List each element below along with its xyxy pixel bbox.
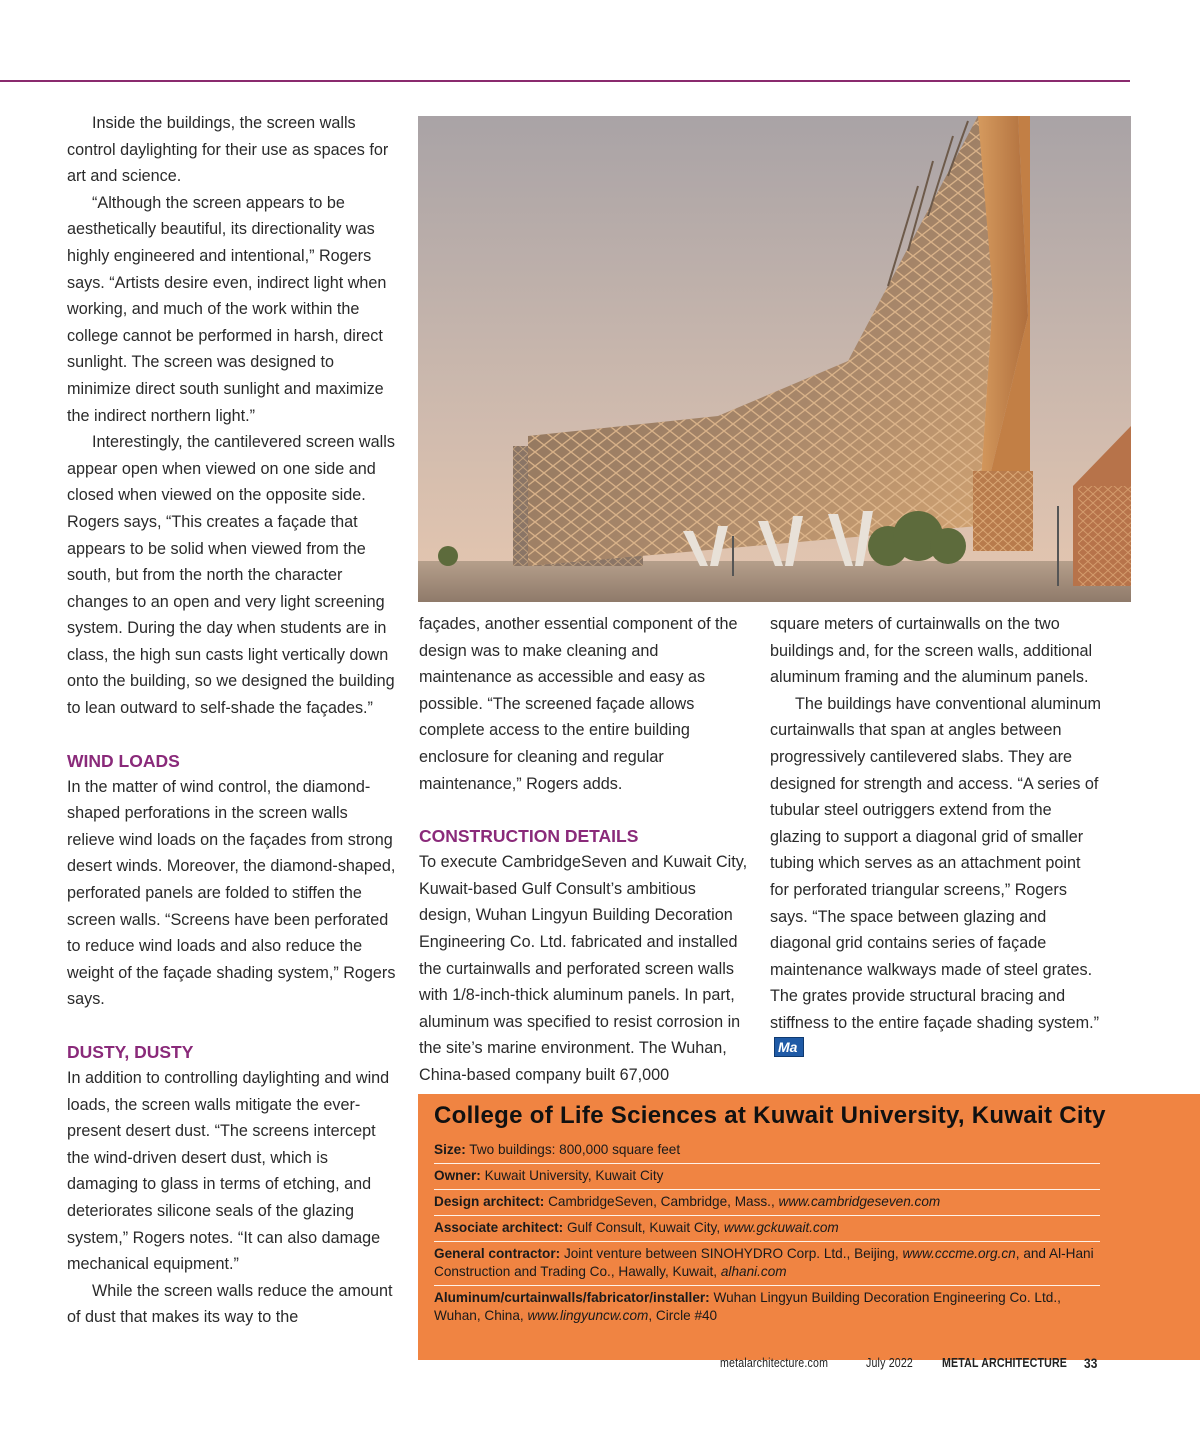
gc-url-1[interactable]: www.cccme.org.cn [902,1246,1016,1261]
info-row-fabricator: Aluminum/curtainwalls/fabricator/installer: Wuhan Lingyun Building Decoration Engineering Co. Ltd., Wuhan, China, www.lingyuncw.com, Circle #40 [434,1290,1061,1323]
info-row-general-contractor: General contractor: Joint venture between SINOHYDRO Corp. Ltd., Beijing, www.cccme.org.cn, and Al-Hani Construction and Trading Co., Hawally, Kuwait, alhani.com [434,1242,1100,1286]
paragraph: In the matter of wind control, the diamond-shaped perforations in the screen walls relieve wind loads on the façades from strong desert winds. Moreover, the diamond-shaped, perforated panels are folded to stiffen the screen walls. “Screens have been perforated to reduce wind loads and also reduce the weight of the façade shading system,” Rogers says. [67,777,396,1009]
footer-site: metalarchitecture.com [720,1356,829,1370]
paragraph-text: The buildings have conventional aluminum curtainwalls that span at angles between progressively cantilevered slabs. They are designed for strength and access. “A series of tubular steel outriggers extend from the glazing to support a diagonal grid of smaller tubing which serves as an attachment point for perforated triangular screens,” Rogers says. “The space between glazing and diagonal grid contains series of façade maintenance walkways made of steel grates. The grates provide structural bracing and stiffness to the entire façade shading system.” [770,694,1101,1032]
article-column-2 [419,611,751,1089]
gc-url-2[interactable]: alhani.com [720,1264,787,1279]
paragraph: To execute CambridgeSeven and Kuwait City, Kuwait-based Gulf Consult’s ambitious design, Wuhan Lingyun Building Decoration Engineering Co. Ltd. fabricated and installed the curtainwalls and perforated screen walls with 1/8-inch-thick aluminum panels. In part, aluminum was specified to resist corrosion in the site’s marine environment. The Wuhan, China-based company built 67,000 [419,853,748,1084]
footer-magazine: METAL ARCHITECTURE [942,1356,1068,1370]
paragraph: While the screen walls reduce the amount of dust that makes its way to the [67,1281,393,1327]
building-photo [418,116,1131,602]
fabricator-url[interactable]: www.lingyuncw.com [527,1308,649,1323]
section-heading-wind-loads: WIND LOADS [67,750,180,771]
building-photo-illustration [418,116,1131,602]
paragraph: façades, another essential component of the design was to make cleaning and maintenance as accessible and easy as possible. “The screened façade allows complete access to the entire building enclosure for cleaning and regular maintenance,” Rogers adds. [419,615,738,793]
paragraph: “Although the screen appears to be aesthetically beautiful, its directionality was highly engineered and intentional,” Rogers says. “Artists desire even, indirect light when working, and much of the work within the college cannot be performed in harsh, direct sunlight. The screen was designed to minimize direct south sunlight and maximize the indirect northern light.” [67,193,387,425]
info-row-size: Size: Two buildings: 800,000 square feet [434,1138,1100,1164]
info-row-owner: Owner: Kuwait University, Kuwait City [434,1164,1100,1190]
info-row-design-architect: Design architect: CambridgeSeven, Cambridge, Mass., www.cambridgeseven.com [434,1190,1100,1216]
paragraph [770,691,1102,1063]
footer-date: July 2022 [866,1356,914,1370]
info-box-title: College of Life Sciences at Kuwait University, Kuwait City [434,1102,1106,1129]
assoc-url[interactable]: www.gckuwait.com [723,1220,839,1235]
section-heading-dusty: DUSTY, DUSTY [67,1042,194,1062]
section-heading-construction: CONSTRUCTION DETAILS [419,826,639,847]
paragraph: Inside the buildings, the screen walls control daylighting for their use as spaces for art and science. [67,114,389,186]
info-row-associate-architect: Associate architect: Gulf Consult, Kuwait City, www.gckuwait.com [434,1216,1100,1242]
end-mark-logo: Ma [774,1037,804,1057]
paragraph: Interestingly, the cantilevered screen walls appear open when viewed on one side and closed when viewed on the opposite side. Rogers says, “This creates a façade that appears to be solid when viewed from the south, but from the north the character changes to an open and very light screening system. During the day when students are in class, the high sun casts light vertically down onto the building, so we designed the building to lean outward to self-shade the façades.” [67,433,395,718]
paragraph: square meters of curtainwalls on the two buildings and, for the screen walls, additional aluminum framing and the aluminum panels. [770,615,1093,687]
design-url[interactable]: www.cambridgeseven.com [778,1194,941,1209]
article-column-1 [67,110,399,1331]
article-column-3 [770,611,1102,1063]
header-rule [0,80,1130,82]
paragraph: In addition to controlling daylighting and wind loads, the screen walls mitigate the ever-present desert dust. “The screens intercept the wind-driven desert dust, which is damaging to glass in terms of etching, and deteriorates silicone seals of the glazing system,” Rogers notes. “It can also damage mechanical equipment.” [67,1069,390,1274]
page-number: 33 [1084,1355,1098,1371]
project-info-box [418,1094,1200,1360]
